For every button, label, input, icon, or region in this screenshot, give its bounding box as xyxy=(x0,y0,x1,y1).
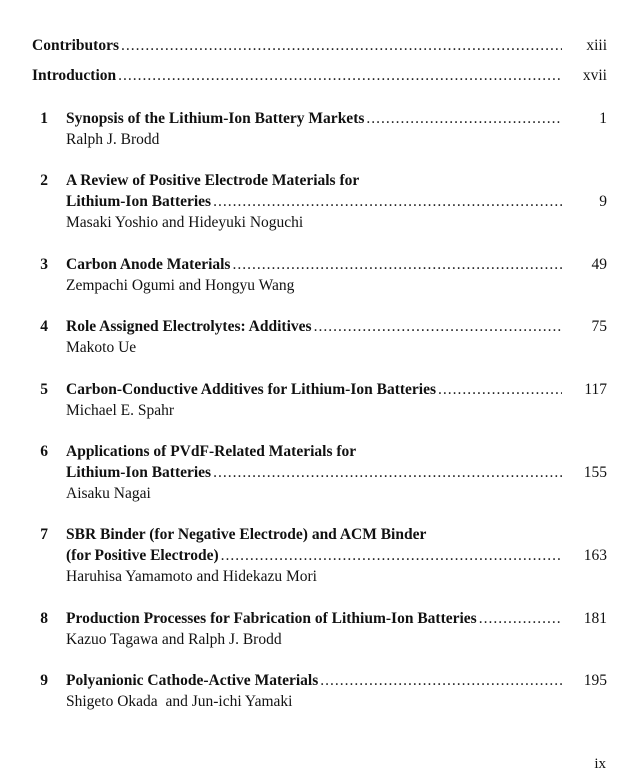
dot-leader xyxy=(320,671,562,691)
toc-entry-chapter-2[interactable] xyxy=(66,192,607,212)
dot-leader xyxy=(232,255,562,275)
toc-entry-introduction[interactable] xyxy=(32,66,607,86)
page-number: 181 xyxy=(583,610,607,627)
toc-entry-chapter-7[interactable] xyxy=(66,546,607,566)
chapter-number: 9 xyxy=(40,672,48,689)
toc-entry-chapter-4[interactable] xyxy=(66,317,607,337)
dot-leader xyxy=(118,66,562,86)
dot-leader xyxy=(213,192,562,212)
dot-leader xyxy=(221,546,562,566)
chapter-title: Synopsis of the Lithium-Ion Battery Markets xyxy=(66,110,365,127)
dot-leader xyxy=(314,317,562,337)
chapter-author: Haruhisa Yamamoto and Hidekazu Mori xyxy=(66,568,317,585)
chapter-author: Masaki Yoshio and Hideyuki Noguchi xyxy=(66,214,304,231)
chapter-title: Polyanionic Cathode-Active Materials xyxy=(66,672,319,689)
dot-leader xyxy=(121,36,562,56)
page-folio: ix xyxy=(594,756,606,772)
page-number: 117 xyxy=(584,381,607,398)
chapter-title: Production Processes for Fabrication of Lithium-Ion Batteries xyxy=(66,610,477,627)
chapter-author: Kazuo Tagawa and Ralph J. Brodd xyxy=(66,631,282,648)
chapter-number: 5 xyxy=(40,381,48,398)
toc-entry-chapter-1[interactable] xyxy=(66,109,607,129)
chapter-author: Aisaku Nagai xyxy=(66,485,151,502)
page-number: xvii xyxy=(582,67,607,84)
chapter-author: Zempachi Ogumi and Hongyu Wang xyxy=(66,277,295,294)
chapter-number: 4 xyxy=(40,318,48,335)
page-number: 75 xyxy=(591,318,607,335)
chapter-author: Shigeto Okada and Jun-ichi Yamaki xyxy=(66,693,293,710)
chapter-title: Role Assigned Electrolytes: Additives xyxy=(66,318,312,335)
chapter-title-line-1[interactable]: A Review of Positive Electrode Materials for xyxy=(66,172,360,189)
chapter-title: Lithium-Ion Batteries xyxy=(66,193,212,210)
dot-leader xyxy=(438,380,562,400)
page-number: 195 xyxy=(583,672,607,689)
toc-entry-chapter-6[interactable] xyxy=(66,463,607,483)
page-number: 9 xyxy=(599,193,607,210)
chapter-title: Lithium-Ion Batteries xyxy=(66,464,212,481)
page-number: 163 xyxy=(583,547,607,564)
chapter-number: 7 xyxy=(40,526,48,543)
toc-entry-chapter-8[interactable] xyxy=(66,609,607,629)
toc-entry-chapter-3[interactable] xyxy=(66,255,607,275)
chapter-title: Carbon Anode Materials xyxy=(66,256,231,273)
chapter-author: Michael E. Spahr xyxy=(66,402,175,419)
toc-entry-chapter-5[interactable] xyxy=(66,380,607,400)
chapter-number: 8 xyxy=(40,610,48,627)
page-number: 49 xyxy=(591,256,607,273)
dot-leader xyxy=(366,109,562,129)
dot-leader xyxy=(479,609,562,629)
entry-title: Introduction xyxy=(32,67,117,84)
chapter-number: 1 xyxy=(40,110,48,127)
chapter-author: Ralph J. Brodd xyxy=(66,131,160,148)
page-number: xiii xyxy=(586,37,607,54)
chapter-title: Carbon-Conductive Additives for Lithium-Ion Batteries xyxy=(66,381,437,398)
chapter-title: (for Positive Electrode) xyxy=(66,547,219,564)
chapter-title-line-1[interactable]: SBR Binder (for Negative Electrode) and ACM Binder xyxy=(66,526,427,543)
chapter-number: 3 xyxy=(40,256,48,273)
entry-title: Contributors xyxy=(32,37,119,54)
chapter-title-line-1[interactable]: Applications of PVdF-Related Materials for xyxy=(66,443,357,460)
chapter-number: 2 xyxy=(40,172,48,189)
page-number: 1 xyxy=(599,110,607,127)
toc-entry-contributors[interactable] xyxy=(32,36,607,56)
chapter-number: 6 xyxy=(40,443,48,460)
page-number: 155 xyxy=(583,464,607,481)
toc-entry-chapter-9[interactable] xyxy=(66,671,607,691)
dot-leader xyxy=(213,463,562,483)
chapter-author: Makoto Ue xyxy=(66,339,137,356)
